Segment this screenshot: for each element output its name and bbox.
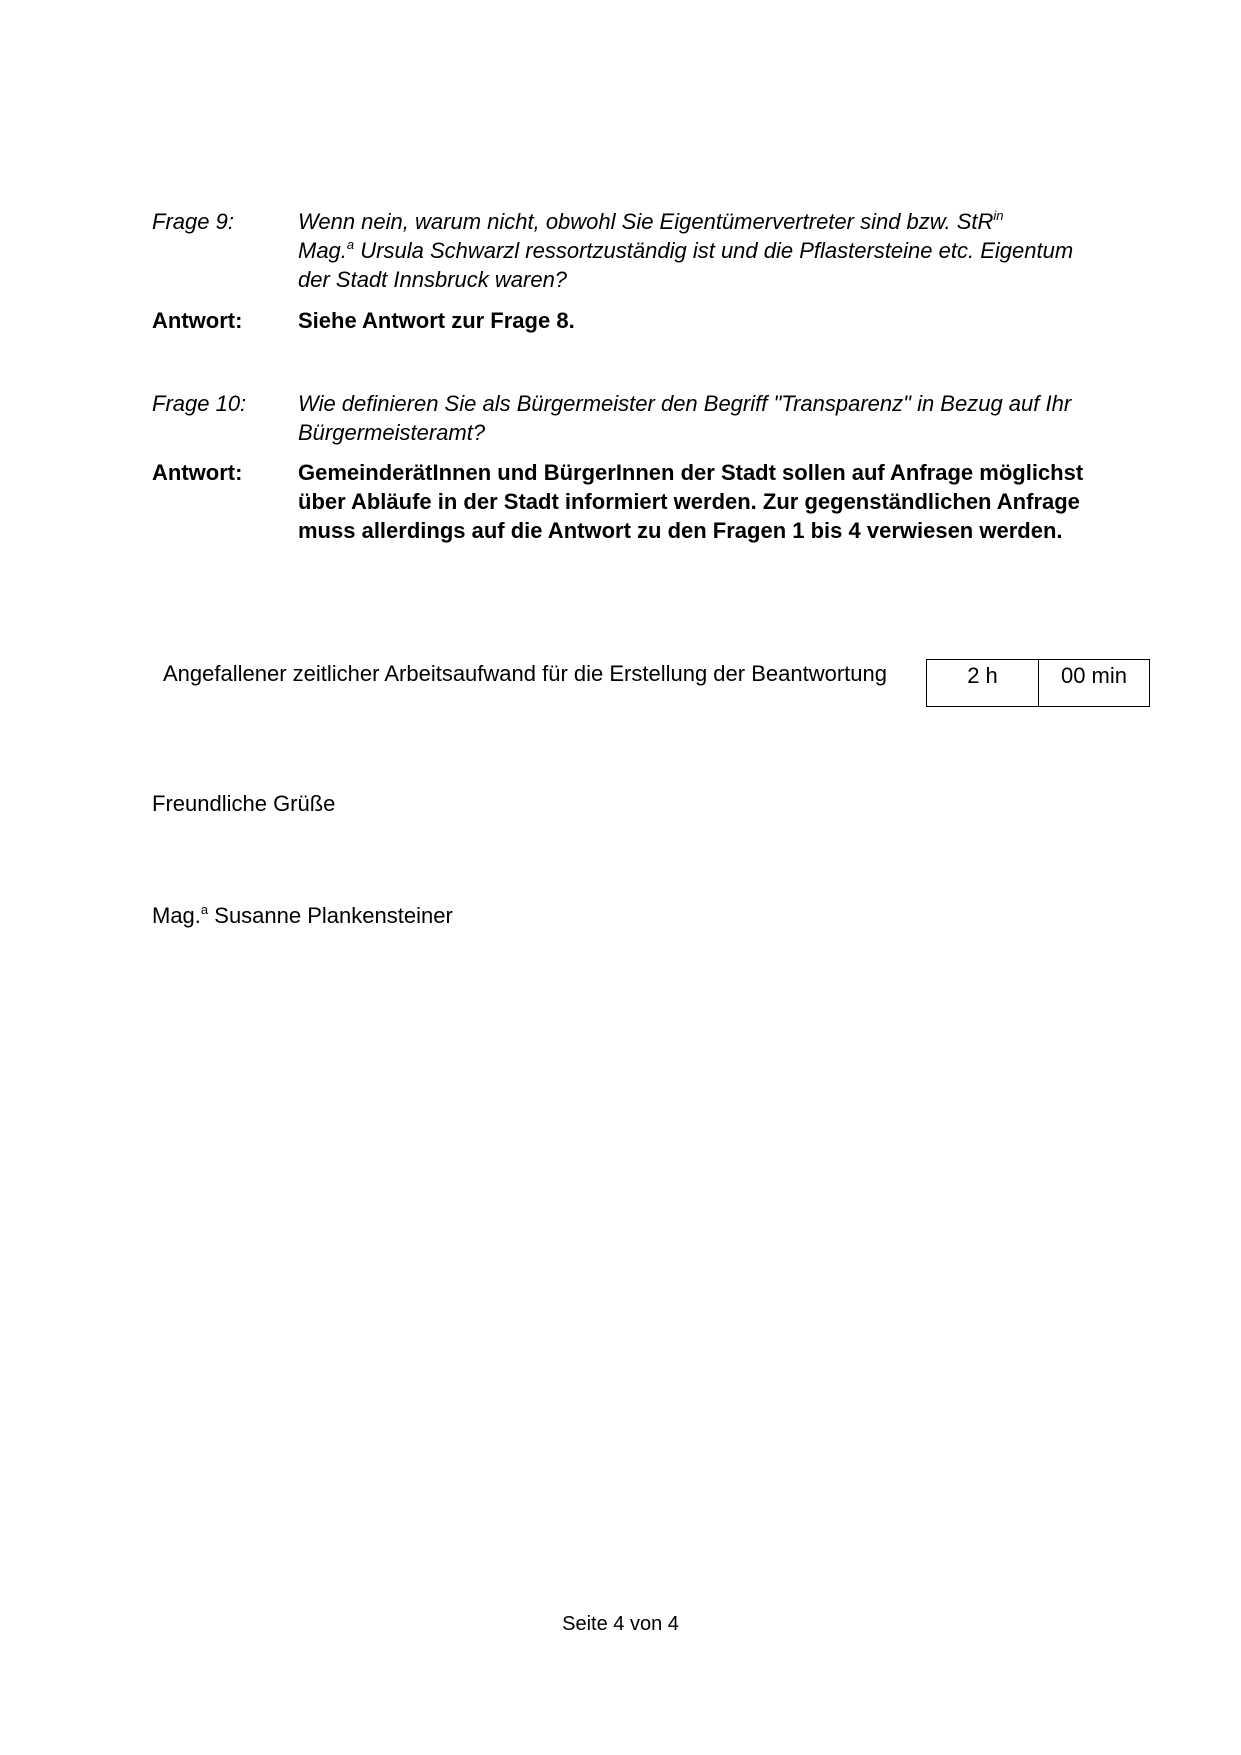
- answer-10-label: Antwort:: [152, 460, 243, 485]
- question-10: [152, 389, 1112, 447]
- question-9-label: Frage 9:: [152, 209, 234, 234]
- effort-hours: 2 h: [927, 660, 1039, 706]
- closing-greeting: Freundliche Grüße: [152, 791, 336, 816]
- question-9-line-1: Wenn nein, warum nicht, obwohl Sie Eigentümervertreter sind bzw. StR$^{in}$: [298, 208, 1004, 234]
- answer-9-text: Siehe Antwort zur Frage 8.: [298, 308, 575, 333]
- page-number-footer: Seite 4 von 4: [562, 1613, 679, 1635]
- question-10-text: Wie definieren Sie als Bürgermeister den Begriff "Transparenz" in Bezug auf Ihr Bürgermeisteramt?: [298, 391, 1072, 445]
- signature-name: Mag.$^a$ Susanne Plankensteiner: [152, 902, 453, 928]
- effort-table: [926, 659, 1150, 707]
- answer-10-text: GemeinderätInnen und BürgerInnen der Stadt sollen auf Anfrage möglichst über Abläufe in der Stadt informiert werden. Zur gegenständlichen Anfrage muss allerdings auf die Antwort zu den Fragen 1 bis 4 verwiesen werden.: [298, 460, 1084, 543]
- answer-10: [152, 458, 1112, 545]
- answer-9-label: Antwort:: [152, 308, 243, 333]
- question-9-line-3: der Stadt Innsbruck waren?: [298, 267, 568, 292]
- question-9-line-2: Mag.$^a$ Ursula Schwarzl ressortzuständig ist und die Pflastersteine etc. Eigentum: [298, 237, 1074, 263]
- question-10-label: Frage 10:: [152, 391, 247, 416]
- question-9: [152, 207, 1112, 294]
- answer-9: [152, 306, 1112, 335]
- effort-minutes: 00 min: [1060, 663, 1128, 688]
- effort-label: Angefallener zeitlicher Arbeitsaufwand für die Erstellung der Beantwortung: [163, 661, 887, 686]
- question-9-text: [298, 207, 1112, 294]
